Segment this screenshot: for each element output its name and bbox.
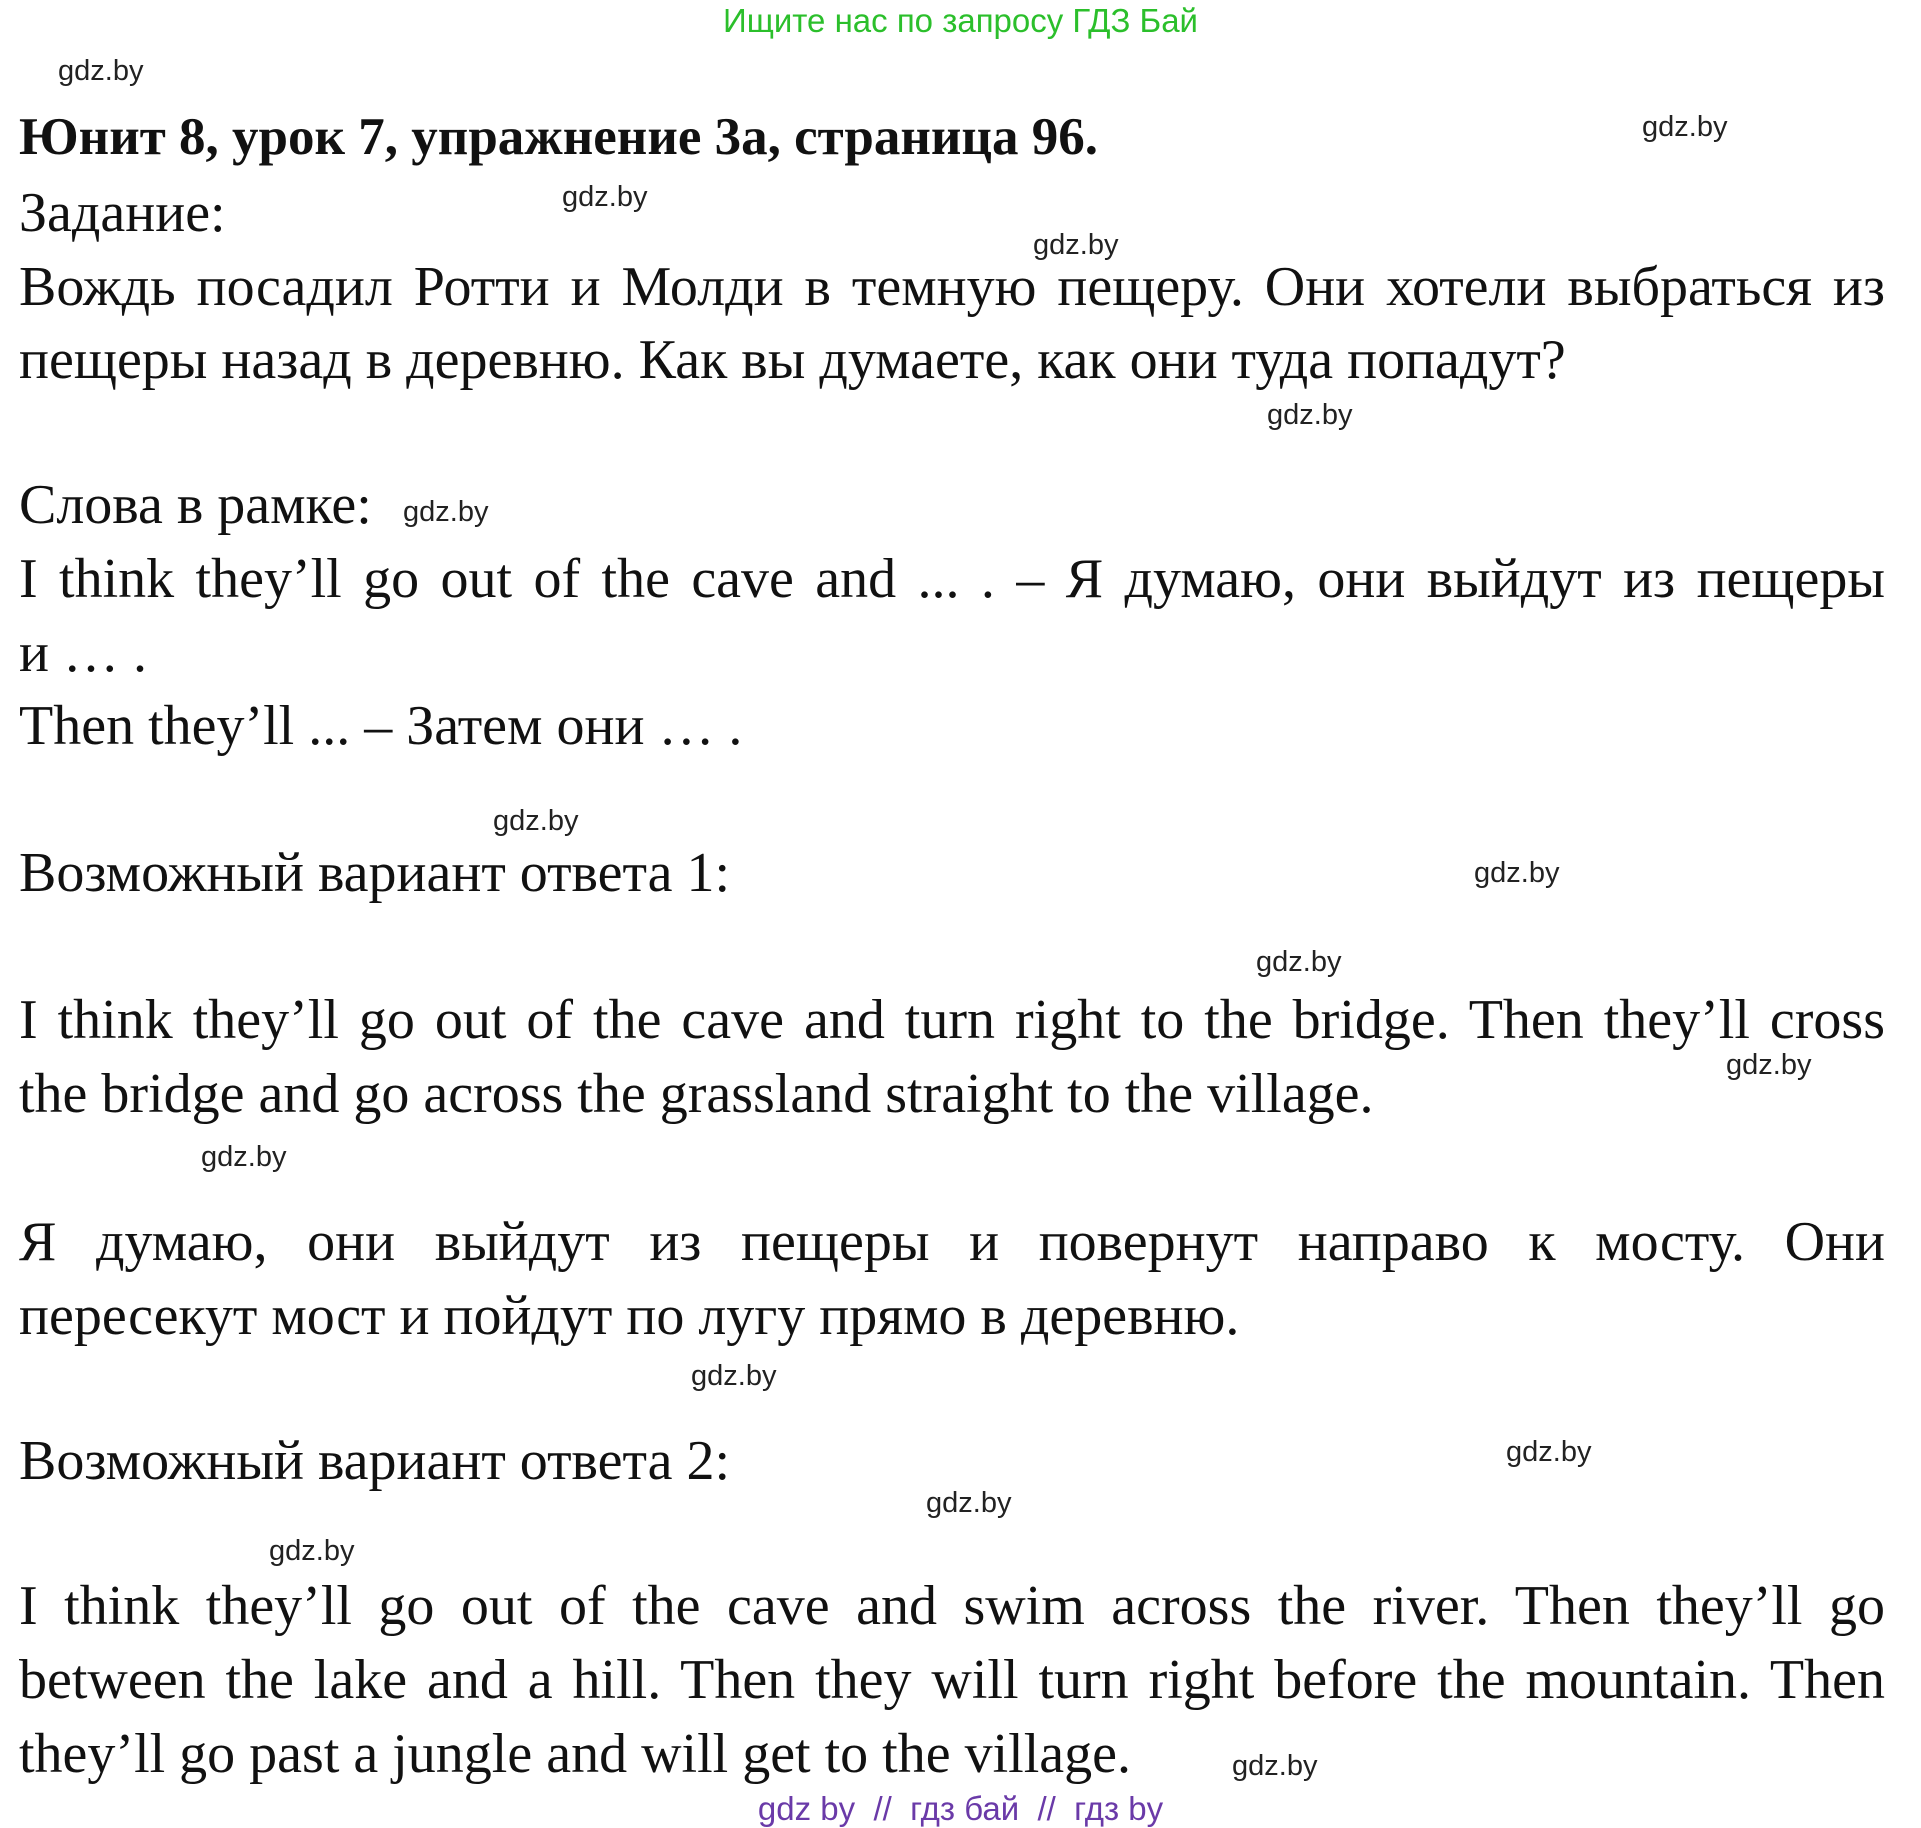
watermark: gdz.by (926, 1487, 1012, 1519)
answer1-label: Возможный вариант ответа 1: (19, 842, 731, 904)
watermark: gdz.by (1506, 1436, 1592, 1468)
footer-links[interactable]: gdz by // гдз бай // гдз by (757, 1790, 1164, 1827)
box-phrase-line: I think they’ll go out of the cave and ... . – Я думаю, они выйдут из пещеры (19, 548, 1885, 610)
watermark: gdz.by (269, 1535, 355, 1567)
watermark: gdz.by (1232, 1750, 1318, 1782)
answer2-en-line: they’ll go past a jungle and will get to the village. (19, 1723, 1131, 1785)
answer2-en-line: I think they’ll go out of the cave and swim across the river. Then they’ll go (19, 1575, 1885, 1637)
watermark: gdz.by (1474, 857, 1560, 889)
box-label: Слова в рамке: (19, 474, 372, 536)
watermark: gdz.by (493, 805, 579, 837)
watermark: gdz.by (403, 496, 489, 528)
answer1-en-line: I think they’ll go out of the cave and turn right to the bridge. Then they’ll cross (19, 989, 1885, 1051)
watermark: gdz.by (691, 1360, 777, 1392)
answer1-en-line: the bridge and go across the grassland straight to the village. (19, 1063, 1374, 1125)
task-text-line: Вождь посадил Ротти и Молди в темную пещеру. Они хотели выбраться из (19, 256, 1885, 318)
watermark: gdz.by (562, 181, 648, 213)
top-banner[interactable]: Ищите нас по запросу ГДЗ Бай (723, 2, 1198, 39)
answer1-ru-line: Я думаю, они выйдут из пещеры и повернут направо к мосту. Они (19, 1211, 1885, 1273)
watermark: gdz.by (1726, 1049, 1812, 1081)
answer1-ru-line: пересекут мост и пойдут по лугу прямо в деревню. (19, 1285, 1240, 1347)
watermark: gdz.by (201, 1141, 287, 1173)
answer2-en-line: between the lake and a hill. Then they will turn right before the mountain. Then (19, 1649, 1885, 1711)
watermark: gdz.by (1256, 946, 1342, 978)
task-text-line: пещеры назад в деревню. Как вы думаете, как они туда попадут? (19, 329, 1566, 391)
page-heading: Юнит 8, урок 7, упражнение 3а, страница 96. (19, 108, 1098, 166)
answer2-label: Возможный вариант ответа 2: (19, 1430, 731, 1492)
watermark: gdz.by (1642, 111, 1728, 143)
watermark: gdz.by (1267, 399, 1353, 431)
watermark: gdz.by (1033, 229, 1119, 261)
watermark: gdz.by (58, 55, 144, 87)
box-phrase-line: и … . (19, 622, 147, 684)
task-label: Задание: (19, 182, 226, 244)
box-phrase-line: Then they’ll ... – Затем они … . (19, 695, 743, 757)
